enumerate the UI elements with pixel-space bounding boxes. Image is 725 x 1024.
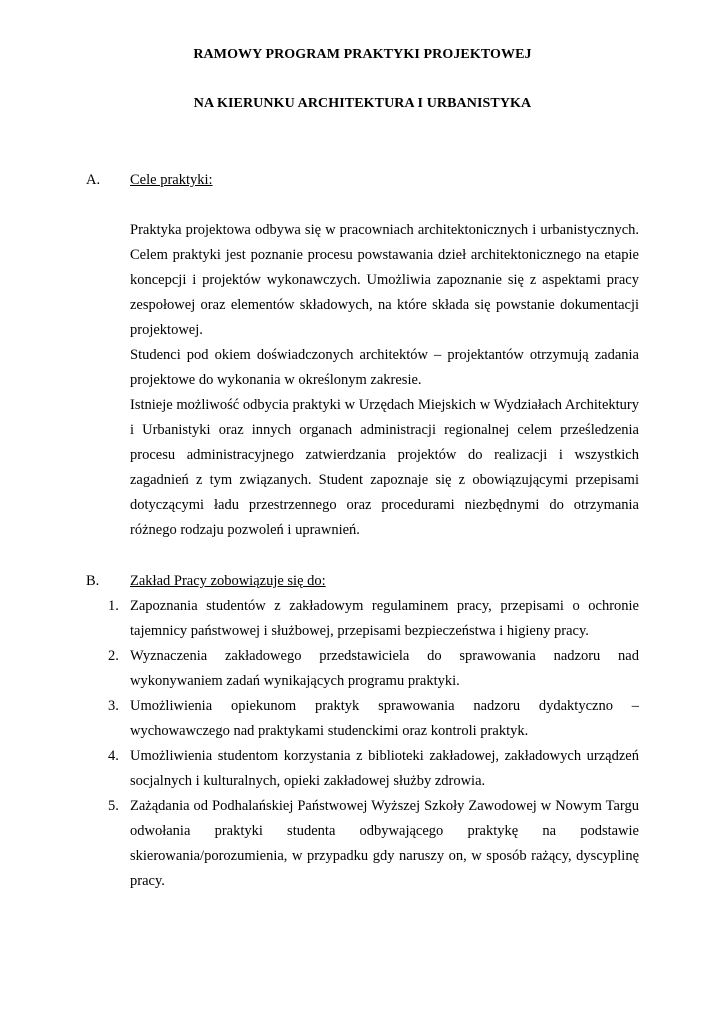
- list-item-5-text: Zażądania od Podhalańskiej Państwowej Wyższej Szkoły Zawodowej w Nowym Targu odwołania praktyki studenta odbywającego praktykę na podstawie skierowania/porozumienia, w przypadku gdy naruszy on, w sposób rażący, dyscyplinę pracy.: [130, 798, 639, 889]
- document-title-line-1: RAMOWY PROGRAM PRAKTYKI PROJEKTOWEJ: [193, 47, 532, 62]
- section-a-paragraph-3: Istnieje możliwość odbycia praktyki w Urzędach Miejskich w Wydziałach Architektury i Urbanistyki oraz innych organach administracji regionalnej celem prześledzenia procesu administracyjnego zatwierdzania projektów do realizacji i wszystkich zagadnień z tym związanych. Student zapoznaje się z obowiązującymi przepisami dotyczącymi ładu przestrzennego oraz procedurami niezbędnymi do otrzymania różnego rodzaju pozwoleń i uprawnień.: [130, 397, 639, 538]
- section-a-letter: A.: [86, 172, 101, 188]
- list-item-1-number: 1.: [108, 598, 119, 614]
- list-item-5-number: 5.: [108, 798, 119, 814]
- list-item-1-text: Zapoznania studentów z zakładowym regulaminem pracy, przepisami o ochronie tajemnicy państwowej i służbowej, przepisami bezpieczeństwa i higieny pracy.: [130, 598, 639, 639]
- section-a-paragraph-1: Praktyka projektowa odbywa się w pracowniach architektonicznych i urbanistycznych. Celem praktyki jest poznanie procesu powstawania dzieł architektonicznego na etapie koncepcji i projektów wykonawczych. Umożliwia zapoznanie się z aspektami pracy zespołowej oraz elementów składowych, na które składa się powstanie dokumentacji projektowej.: [130, 222, 639, 338]
- list-item-4-number: 4.: [108, 748, 119, 764]
- section-a-paragraph-2: Studenci pod okiem doświadczonych architektów – projektantów otrzymują zadania projektowe do wykonania w określonym zakresie.: [130, 347, 639, 388]
- list-item-2-text: Wyznaczenia zakładowego przedstawiciela do sprawowania nadzoru nad wykonywaniem zadań wynikających programu praktyki.: [130, 648, 639, 689]
- document-title-line-2: NA KIERUNKU ARCHITEKTURA I URBANISTYKA: [193, 96, 532, 111]
- list-item-4-text: Umożliwienia studentom korzystania z biblioteki zakładowej, zakładowych urządzeń socjalnych i kulturalnych, opieki zakładowej służby zdrowia.: [130, 748, 639, 789]
- list-item-3-number: 3.: [108, 698, 119, 714]
- section-b-letter: B.: [86, 573, 100, 589]
- list-item-3-text: Umożliwienia opiekunom praktyk sprawowania nadzoru dydaktyczno – wychowawczego nad praktykami studenckimi oraz kontroli praktyk.: [130, 698, 639, 739]
- section-b-heading: Zakład Pracy zobowiązuje się do:: [130, 573, 326, 589]
- list-item-2-number: 2.: [108, 648, 119, 664]
- section-a-heading: Cele praktyki:: [130, 172, 213, 188]
